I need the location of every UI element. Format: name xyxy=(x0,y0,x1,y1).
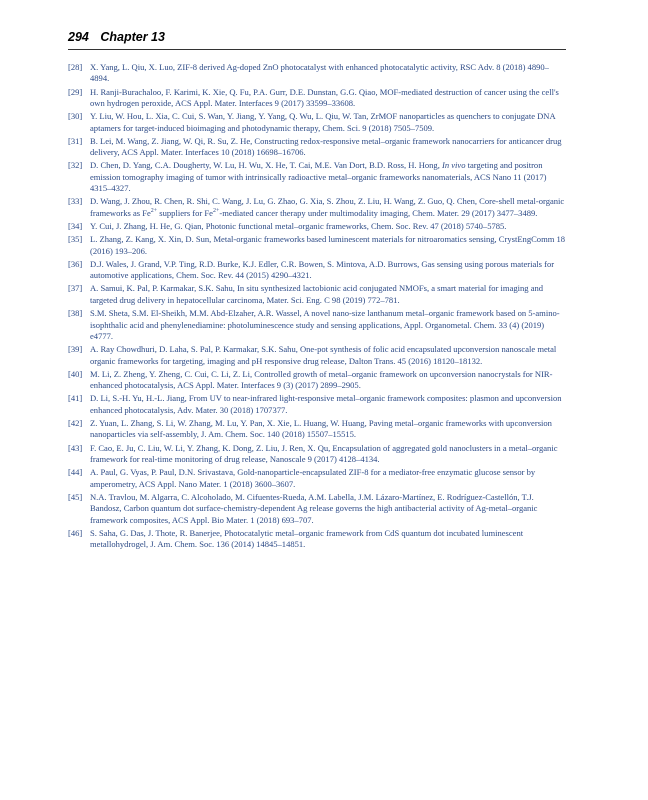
reference-number: [45] xyxy=(68,491,83,502)
reference-45 xyxy=(68,492,566,526)
reference-number: [28] xyxy=(68,62,83,72)
reference-number: [29] xyxy=(68,86,83,97)
reference-text: L. Zhang, Z. Kang, X. Xin, D. Sun, Metal-organic frameworks based luminescent materials for nitroaromatics sensing, CrystEngComm 18 (2016) 193–206. xyxy=(90,234,566,256)
reference-text: M. Li, Z. Zheng, Y. Zheng, C. Cui, C. Li, Z. Li, Controlled growth of metal–organic framework on upconversion nanocrystals for NIR-enhanced photocatalysis, ACS Appl. Mater. Interfaces 9 (3) (2017) 2899–2905. xyxy=(90,368,553,391)
reference-text-part: targeting and positron emission tomography imaging of tumor with intrinsically radioactive metal–organic frameworks nanomaterials, ACS Nano 11 (2017) 4315–4327. xyxy=(90,160,547,194)
reference-41 xyxy=(68,393,566,416)
reference-number: [34] xyxy=(68,221,83,232)
reference-33 xyxy=(68,196,566,219)
reference-number: [32] xyxy=(68,160,83,171)
reference-list xyxy=(68,62,566,552)
reference-text: A. Samui, K. Pal, P. Karmakar, S.K. Sahu, In situ synthesized lactobionic acid conjugated NMOFs, a smart material for imaging and targeted drug delivery in hepatocellular carcinoma, Mater. Sci. Eng. C 98 (2019) 772–781. xyxy=(90,283,544,305)
reference-31 xyxy=(68,136,566,159)
reference-43 xyxy=(68,443,566,466)
reference-text: F. Cao, E. Ju, C. Liu, W. Li, Y. Zhang, K. Dong, Z. Liu, J. Ren, X. Qu, Encapsulation of aggregated gold nanoclusters in a metal–organic framework for real-time monitoring of drug release, Nanoscale 9 (2017) 4128–4134. xyxy=(90,442,558,464)
superscript-charge: 2+ xyxy=(150,208,158,215)
reference-38 xyxy=(68,308,566,342)
reference-text xyxy=(90,160,546,193)
reference-text: Z. Yuan, L. Zhang, S. Li, W. Zhang, M. Lu, Y. Pan, X. Xie, L. Huang, W. Huang, Paving metal–organic frameworks with upconversion nanoparticles via self-assembly, J. Am. Chem. Soc. 140 (2018) 15507–15515. xyxy=(90,417,552,440)
reference-40 xyxy=(68,369,566,392)
reference-text-part: -mediated cancer therapy under multimodality imaging, Chem. Mater. 29 (2017) 3477–3489. xyxy=(219,207,538,218)
reference-37 xyxy=(68,283,566,306)
reference-text: S. Saha, G. Das, J. Thote, R. Banerjee, Photocatalytic metal–organic framework from CdS quantum dot incubated luminescent metallohydrogel, J. Am. Chem. Soc. 136 (2014) 14845–14851. xyxy=(90,527,524,550)
reference-text: Y. Liu, W. Hou, L. Xia, C. Cui, S. Wan, Y. Jiang, Y. Yang, Q. Wu, L. Qiu, W. Tan, ZrMOF nanoparticles as quenchers to conjugate DNA aptamers for target-induced bioimaging and photodynamic therapy, Chem. Sci. 9 (2018) 7505–7509. xyxy=(90,111,556,133)
reference-text: Y. Cui, J. Zhang, H. He, G. Qian, Photonic functional metal–organic frameworks, Chem. Soc. Rev. 47 (2018) 5740–5785. xyxy=(90,221,507,232)
reference-42 xyxy=(68,418,566,441)
reference-number: [38] xyxy=(68,308,83,319)
reference-number: [43] xyxy=(68,442,83,453)
reference-46 xyxy=(68,528,566,551)
reference-italic-text: In vivo xyxy=(441,160,466,171)
superscript-charge: 2+ xyxy=(212,208,220,215)
reference-number: [40] xyxy=(68,368,83,379)
reference-number: [46] xyxy=(68,527,83,538)
reference-number: [37] xyxy=(68,283,83,294)
reference-text: D. Li, S.-H. Yu, H.-L. Jiang, From UV to near-infrared light-responsive metal–organic framework composites: plasmon and upconversion enhanced photocatalysis, Adv. Mater. 30 (2018) 1707377. xyxy=(90,393,562,415)
reference-44 xyxy=(68,467,566,490)
header-rule xyxy=(68,49,566,50)
reference-28 xyxy=(68,62,566,85)
reference-text: D.J. Wales, J. Grand, V.P. Ting, R.D. Burke, K.J. Edler, C.R. Bowen, S. Mintova, A.D. Burrows, Gas sensing using porous materials for automotive applications, Chem. Soc. Rev. 44 (2015) 4290–4321. xyxy=(90,258,555,281)
reference-text-part: D. Chen, D. Yang, C.A. Dougherty, W. Lu, H. Wu, X. He, T. Cai, M.E. Van Dort, B.D. Ross, H. Hong, xyxy=(90,160,442,171)
reference-text: X. Yang, L. Qiu, X. Luo, ZIF-8 derived Ag-doped ZnO photocatalyst with enhanced photocatalytic activity, RSC Adv. 8 (2018) 4890–4894. xyxy=(90,62,549,84)
running-header xyxy=(68,30,568,44)
page-number: 294 xyxy=(68,30,89,44)
reference-36 xyxy=(68,259,566,282)
reference-35 xyxy=(68,234,566,257)
reference-number: [35] xyxy=(68,234,83,245)
reference-text: B. Lei, M. Wang, Z. Jiang, W. Qi, R. Su, Z. He, Constructing redox-responsive metal–organic framework nanocarriers for anticancer drug delivery, ACS Appl. Mater. Interfaces 10 (2018) 16698–16706. xyxy=(90,135,562,158)
reference-number: [44] xyxy=(68,467,83,478)
reference-text-part: D. Wang, J. Zhou, R. Chen, R. Shi, C. Wang, J. Lu, G. Zhao, G. Xia, S. Zhou, Z. Liu, H. Wang, Z. Guo, Q. Chen, Core-shell metal-organic frameworks as Fe xyxy=(90,196,565,218)
reference-text: N.A. Travlou, M. Algarra, C. Alcoholado, M. Cifuentes-Rueda, A.M. Labella, J.M. Lázaro-Martínez, E. Rodríguez-Castellón, T.J. Bandosz, Carbon quantum dot surface-chemistry-dependent Ag release governs the high antibacterial activity of Ag-metal–organic framework composites, ACS Appl. Bio Mater. 1 (2018) 693–707. xyxy=(90,491,538,525)
reference-text: H. Ranji-Burachaloo, F. Karimi, K. Xie, Q. Fu, P.A. Gurr, D.E. Dunstan, G.G. Qiao, MOF-mediated destruction of cancer using the cell's own hydrogen peroxide, ACS Appl. Mater. Interfaces 9 (2017) 33599–33608. xyxy=(90,86,559,109)
reference-32 xyxy=(68,160,566,194)
reference-text-part: suppliers for Fe xyxy=(157,207,213,218)
reference-text: A. Paul, G. Vyas, P. Paul, D.N. Srivastava, Gold-nanoparticle-encapsulated ZIF-8 for a mediator-free enzymatic glucose sensor by amperometry, ACS Appl. Nano Mater. 1 (2018) 3600–3607. xyxy=(90,467,536,489)
reference-39 xyxy=(68,344,566,367)
reference-text xyxy=(90,196,564,217)
reference-30 xyxy=(68,111,566,134)
chapter-title: Chapter 13 xyxy=(100,30,165,44)
reference-number: [30] xyxy=(68,111,83,122)
reference-29 xyxy=(68,87,566,110)
reference-number: [36] xyxy=(68,258,83,269)
reference-number: [42] xyxy=(68,417,83,428)
reference-text: S.M. Sheta, S.M. El-Sheikh, M.M. Abd-Elzaher, A.R. Wassel, A novel nano-size lanthanum metal–organic framework based on 5-amino-isophthalic acid and phenylenediamine: photoluminescence study and sensing applications, Appl. Organometal. Chem. 33 (4) (2019) e4777. xyxy=(90,308,560,341)
reference-number: [41] xyxy=(68,393,83,404)
reference-text: A. Ray Chowdhuri, D. Laha, S. Pal, P. Karmakar, S.K. Sahu, One-pot synthesis of folic acid encapsulated upconversion nanoscale metal organic frameworks for targeting, imaging and pH responsive drug release, Dalton Trans. 45 (2016) 18120–18132. xyxy=(90,344,557,366)
reference-number: [31] xyxy=(68,135,83,146)
reference-34 xyxy=(68,221,566,232)
reference-number: [39] xyxy=(68,344,83,355)
reference-number: [33] xyxy=(68,196,83,207)
